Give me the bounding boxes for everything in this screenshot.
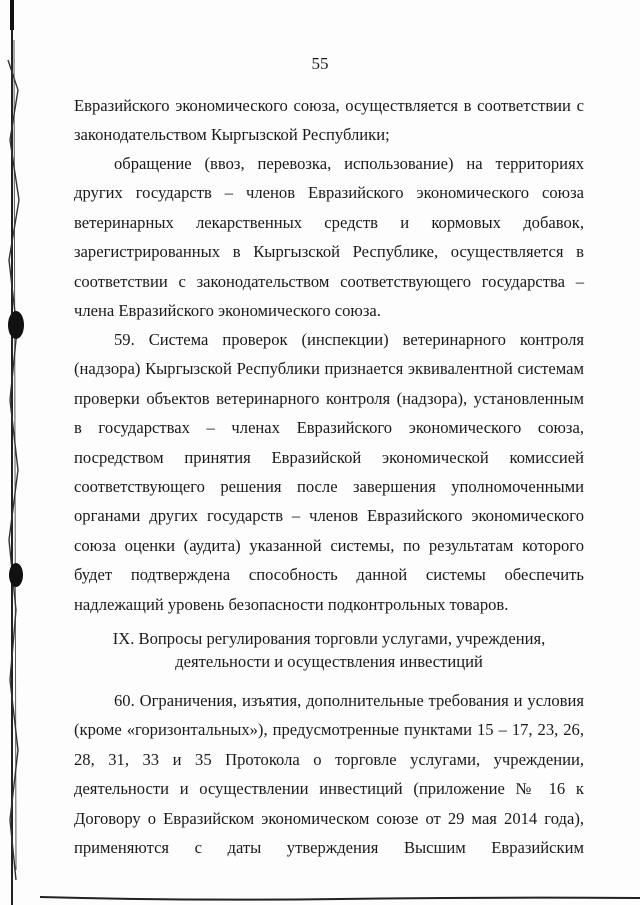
paragraph-continuation	[74, 91, 584, 150]
page-number: 55	[311, 54, 329, 73]
section-heading-line-2: деятельности и осуществления инвестиций	[175, 652, 483, 671]
paragraph-text: 60. Ограничения, изъятия, дополнительные требования и условия (кроме «горизонтальных»), предусмотренные пунктами 15 – 17, 23, 26, 28, 31, 33 и 35 Протокола о торговле услугами, учреждении, деятельности и осуществлении инвестиций (приложение № 16 к Договору о Евразийском экономическом союзе от 29 мая 2014 года), применяются с даты утверждения Высшим Евразийским	[74, 691, 584, 858]
section-heading	[74, 627, 584, 673]
paragraph-text: обращение (ввоз, перевозка, использование) на территориях других государств – членов Евразийского экономического союза ветеринарных лекарственных средств и кормовых добавок, зарегистрированных в Кыргызской Республике, осуществляется в соответствии с законодательством соответствующего государства – члена Евразийского экономического союза.	[74, 154, 584, 321]
paragraph-text: Евразийского экономического союза, осуществляется в соответствии с законодательством Кыргызской Республики;	[74, 96, 584, 145]
paragraph-60	[74, 686, 584, 862]
paragraph-circulation	[74, 149, 584, 325]
paragraph-59	[74, 325, 584, 619]
scan-bottom-edge	[40, 893, 640, 905]
scan-binding-edge	[4, 0, 26, 905]
section-heading-line-1: IX. Вопросы регулирования торговли услугами, учреждения,	[112, 629, 546, 648]
paragraph-text: 59. Система проверок (инспекции) ветеринарного контроля (надзора) Кыргызской Республики признается эквивалентной системам проверки объектов ветеринарного контроля (надзора), установленным в государствах – членах Евразийского экономического союза, посредством принятия Евразийской экономической комиссией соответствующего решения после завершения уполномоченными органами других государств – членов Евразийского экономического союза оценки (аудита) указанной системы, по результатам которого будет подтверждена способность данной системы обеспечить надлежащий уровень безопасности подконтрольных товаров.	[74, 330, 584, 614]
